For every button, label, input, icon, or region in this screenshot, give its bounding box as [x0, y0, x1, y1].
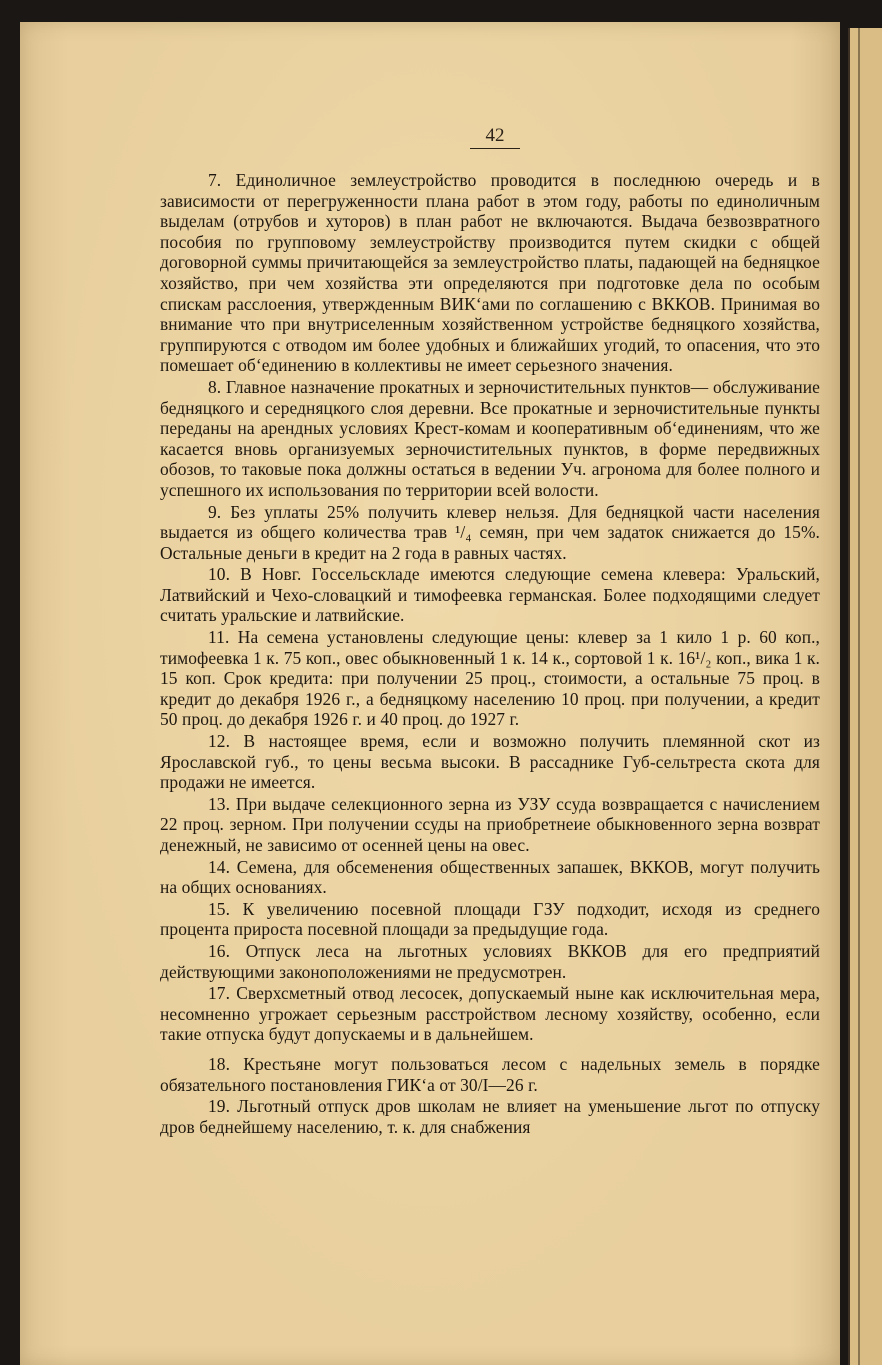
paragraph-10: 10. В Новг. Госсельскладе имеются следующие семена клевера: Уральский, Латвийский и Чехо-словацкий и тимофеевка германская. Более подходящими следует считать уральские и латвийские.: [160, 564, 820, 626]
paragraph-14: 14. Семена, для обсеменения общественных запашек, ВККОВ, могут получить на общих основаниях.: [160, 856, 820, 898]
paragraph-18: 18. Крестьяне могут пользоваться лесом с надельных земель в порядке обязательного постановления ГИК‘а от 30/I—26 г.: [160, 1053, 820, 1095]
paragraph-9: 9. Без уплаты 25% получить клевер нельзя. Для бедняцкой части населения выдается из общего количества трав ¹/₄ семян, при чем задаток снижается до 15%. Остальные деньги в кредит на 2 года в равных частях.: [160, 501, 820, 563]
paragraph-19: 19. Льготный отпуск дров школам не влияет на уменьшение льгот по отпуску дров беднейшему населению, т. к. для снабжения: [160, 1096, 820, 1137]
paragraph-8: 8. Главное назначение прокатных и зерночистительных пунктов— обслуживание бедняцкого и середняцкого слоя деревни. Все прокатные и зерночистительные пункты переданы на арендных условиях Крест-комам и кооперативным об‘единениям, что же касается вновь организуемых зерночистительных пунктов, в форме передвижных обозов, то таковые пока должны остаться в ведении Уч. агронома для более полного и успешного их использования по территории всей волости.: [160, 376, 820, 500]
paragraph-12: 12. В настоящее время, если и возможно получить племянной скот из Ярославской губ., то цены весьма высоки. В рассаднике Губ-сельтреста скота для продажи не имеется.: [160, 731, 820, 793]
paragraph-11: 11. На семена установлены следующие цены: клевер за 1 кило 1 р. 60 коп., тимофеевка 1 к. 75 коп., овес обыкновенный 1 к. 14 к., сортовой 1 к. 16¹/₂ коп., вика 1 к. 15 коп. Срок кредита: при получении 25 проц., стоимости, а остальные 75 проц. в кредит до декабря 1926 г., а бедняцкому населению 10 проц. при получении, а кредит 50 проц. до декабря 1926 г. и 40 проц. до 1927 г.: [160, 627, 820, 730]
paragraph-17: 17. Сверхсметный отвод лесосек, допускаемый ныне как исключительная мера, несомненно угрожает серьезным расстройством лесному хозяйству, особенно, если такие отпуска будут допускаемы и в дальнейшем.: [160, 983, 820, 1045]
page-number: 42: [470, 124, 520, 149]
paragraph-13: 13. При выдаче селекционного зерна из УЗУ ссуда возвращается с начислением 22 проц. зерном. При получении ссуды на приобретнеие обыкновенного зерна возврат денежный, не зависимо от осенней цены на овес.: [160, 793, 820, 855]
paragraph-15: 15. К увеличению посевной площади ГЗУ подходит, исходя из среднего процента прироста посевной площади за предыдущие года.: [160, 898, 820, 940]
paragraph-7: 7. Единоличное землеустройство проводится в последнюю очередь и в зависимости от перегруженности плана работ в этом году, работы по единоличным выделам (отрубов и хуторов) в план работ не включаются. Выдача безвозвратного пособия по групповому землеустройству производится путем скидки с общей договорной суммы причитающейся за землеустройство платы, падающей на бедняцкое хозяйство, при чем хозяйства эти определяются при подготовке дела по особым спискам расслоения, утвержденным ВИК‘ами по соглашению с ВККОВ. Принимая во внимание что при внутриселенным хозяйственном устройстве бедняцкого хозяйства, группируются с отводом им более удобных и ближайших угодий, то опасения, что это помешает об‘единению в коллективы не имеет серьезного значения.: [160, 170, 820, 376]
paragraph-16: 16. Отпуск леса на льготных условиях ВККОВ для его предприятий действующими законоположениями не предусмотрен.: [160, 940, 820, 982]
page-body: [160, 170, 820, 1138]
adjacent-page-edge: [848, 28, 882, 1365]
